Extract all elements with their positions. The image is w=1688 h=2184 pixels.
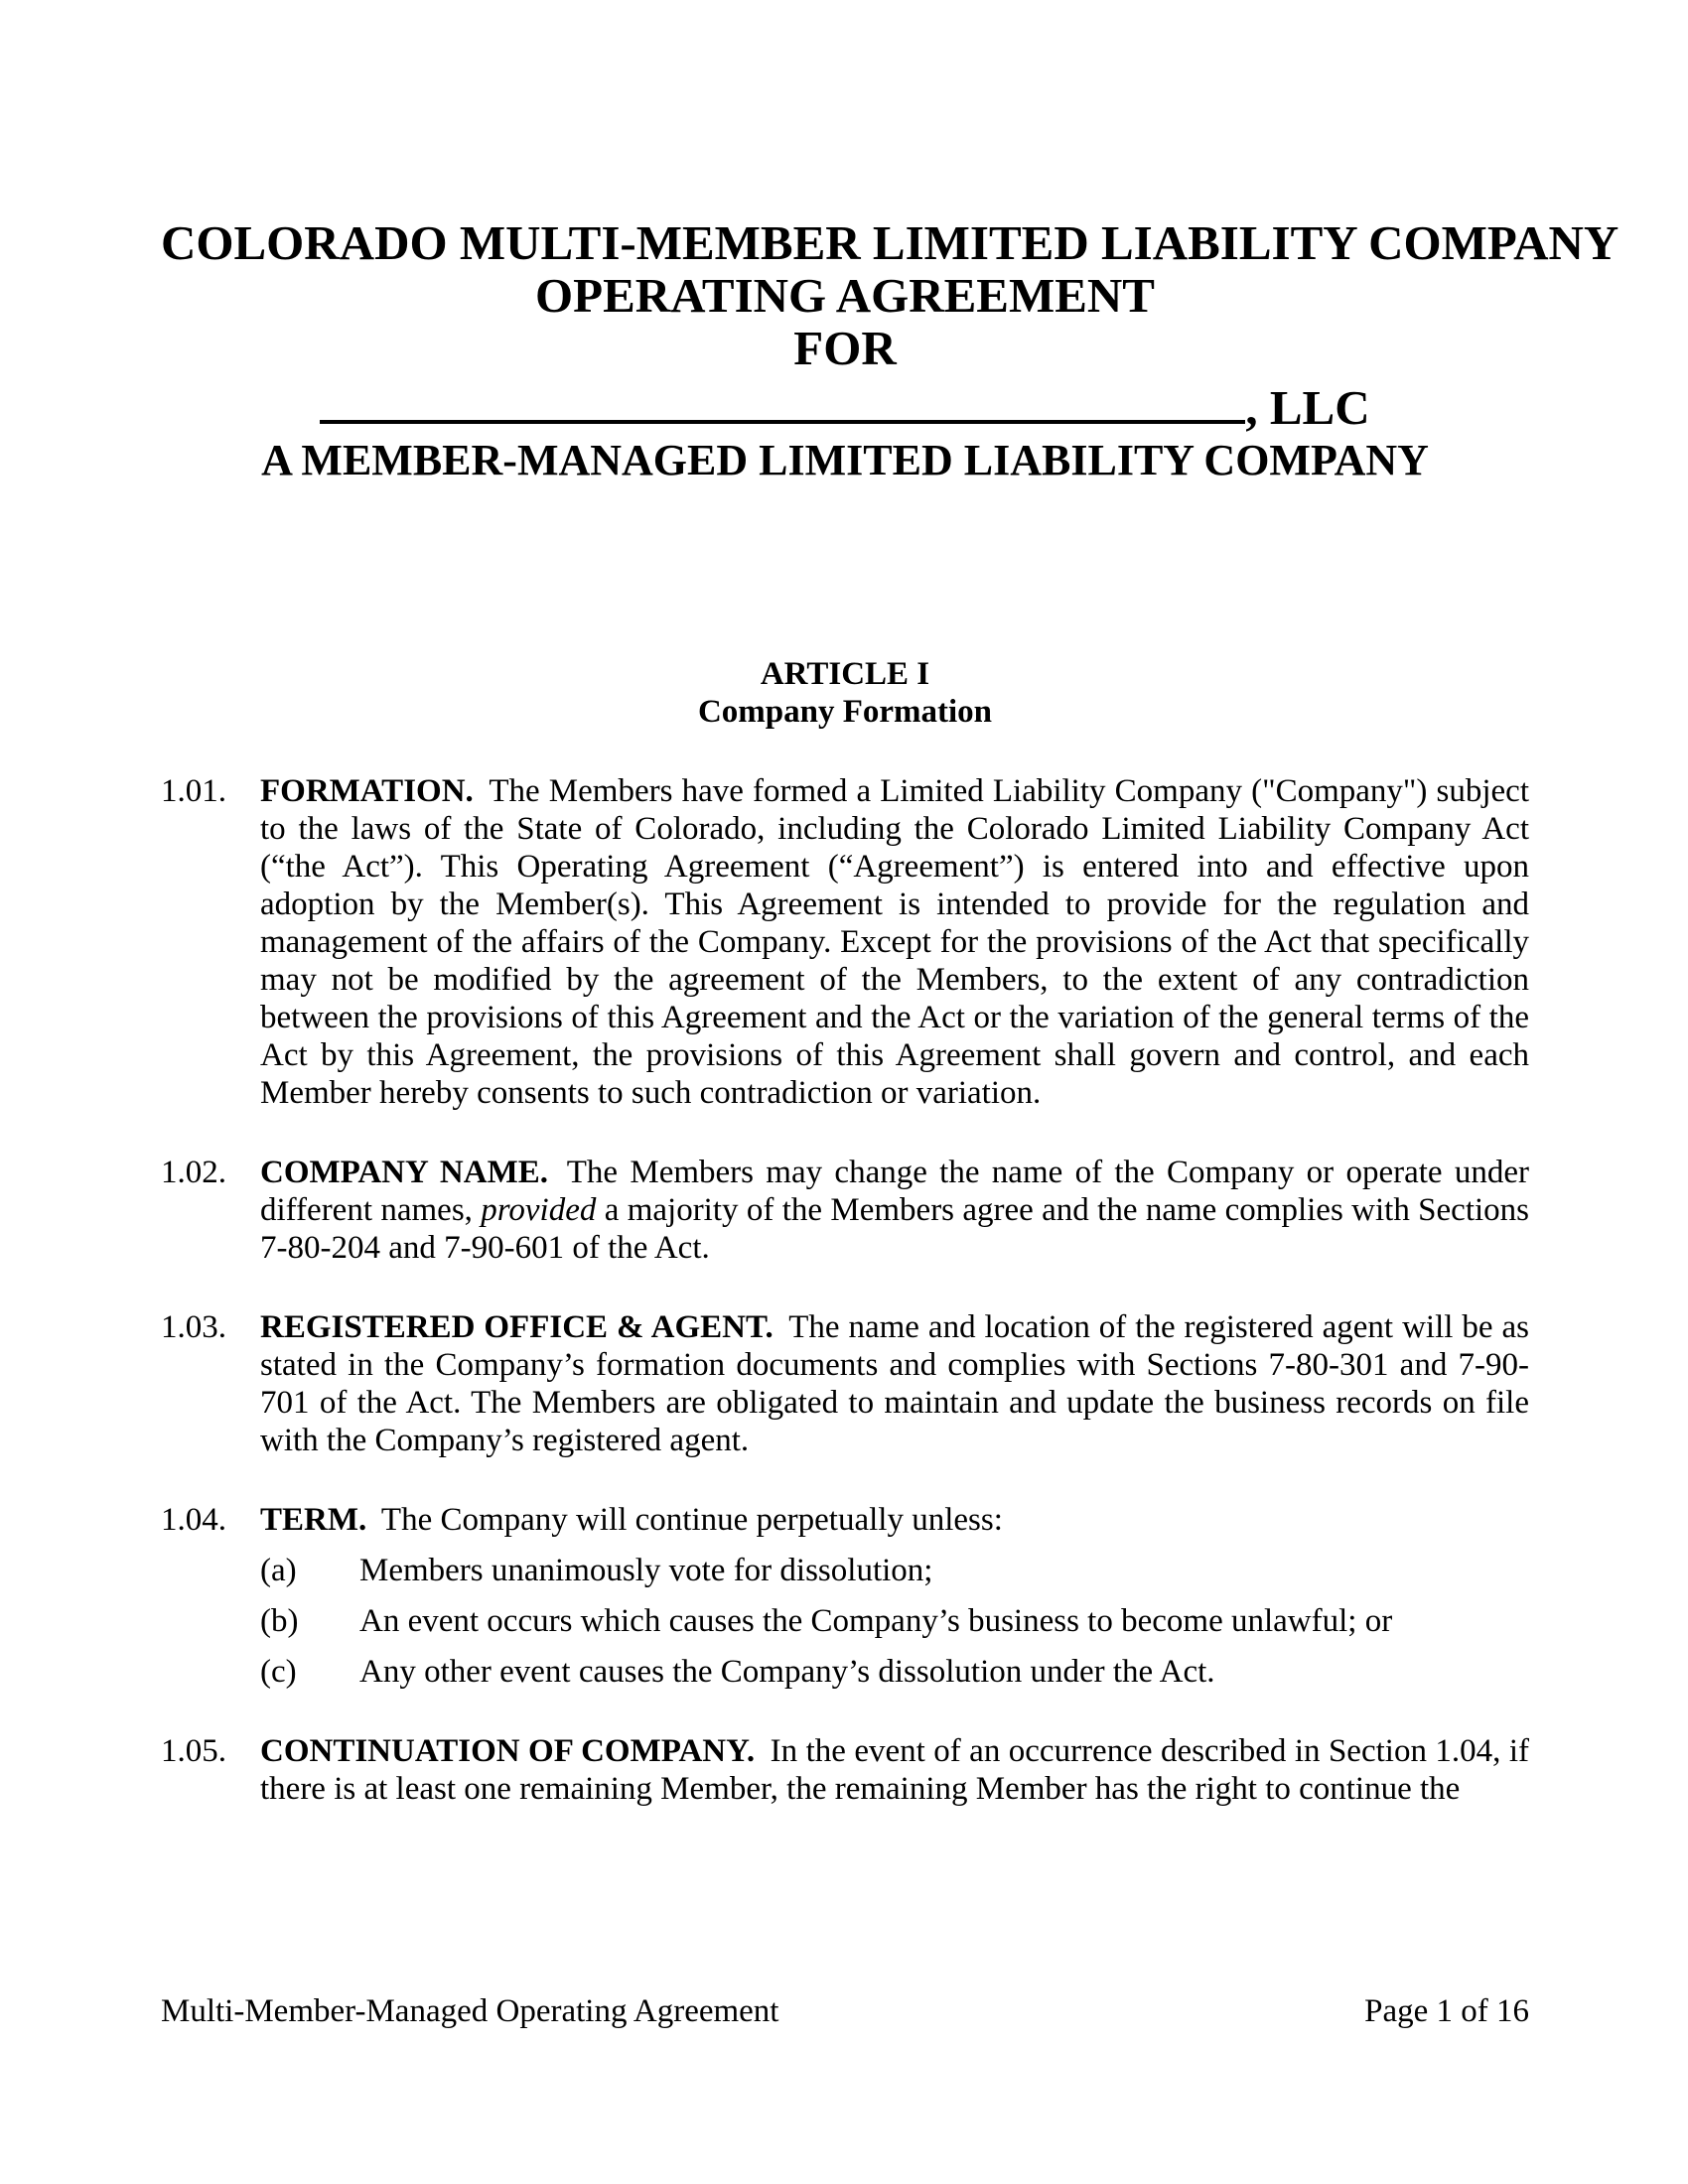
footer-page-number: Page 1 of 16 (1364, 1993, 1529, 2029)
section-number: 1.03. (161, 1309, 226, 1345)
list-item-text: Members unanimously vote for dissolution; (359, 1553, 933, 1588)
section-body-post: a majority of the Members agree and the name complies with Sections 7-80-204 and 7-90-601 of the Act. (260, 1192, 1529, 1266)
section-number: 1.04. (161, 1502, 226, 1538)
company-name-line (161, 374, 1529, 434)
section-number: 1.02. (161, 1155, 226, 1190)
article-heading (161, 655, 1529, 731)
article-title: Company Formation (697, 694, 993, 730)
list-item-c (260, 1653, 1529, 1691)
document-title-line-3: FOR (793, 321, 897, 375)
sections (161, 772, 1529, 1808)
section-number: 1.05. (161, 1733, 226, 1769)
footer-document-name: Multi-Member-Managed Operating Agreement (161, 1993, 779, 2029)
section-heading: CONTINUATION OF COMPANY. (260, 1733, 756, 1769)
section-body-pre: The Members may change the name of the Company or operate under different names, (260, 1155, 1529, 1228)
list-item-text: An event occurs which causes the Company’s business to become unlawful; or (359, 1603, 1393, 1639)
list-item-label: (c) (260, 1654, 297, 1690)
list-item-a (260, 1552, 1529, 1589)
section-1-04 (161, 1501, 1529, 1691)
section-1-01 (161, 772, 1529, 1112)
list-item-text: Any other event causes the Company’s dissolution under the Act. (359, 1654, 1215, 1690)
document-title-line-1: COLORADO MULTI-MEMBER LIMITED LIABILITY COMPANY (161, 215, 1619, 270)
section-1-02 (161, 1154, 1529, 1267)
article-label: ARTICLE I (760, 656, 930, 692)
title-block (161, 215, 1619, 486)
list-item-label: (a) (260, 1553, 297, 1588)
section-1-03 (161, 1308, 1529, 1459)
section-number: 1.01. (161, 773, 226, 809)
section-heading: FORMATION. (260, 773, 474, 809)
document-title-line-2: OPERATING AGREEMENT (535, 268, 1155, 323)
document-content (0, 216, 1688, 1808)
section-heading: COMPANY NAME. (260, 1155, 549, 1190)
document-subtitle: A MEMBER-MANAGED LIMITED LIABILITY COMPANY (261, 436, 1429, 484)
company-name-suffix: , LLC (1245, 380, 1370, 435)
section-body: The Members have formed a Limited Liability Company ("Company") subject to the laws of the State of Colorado, including the Colorado Limited Liability Company Act (“the Act”). This Operating Agreement (“Agreement”) is entered into and effective upon adoption by the Member(s). This Agreement is intended to provide for the regulation and management of the affairs of the Company. Except for the provisions of the Act that specifically may not be modified by the agreement of the Members, to the extent of any contradiction between the provisions of this Agreement and the Act or the variation of the general terms of the Act by this Agreement, the provisions of this Agreement shall govern and control, and each Member hereby consents to such contradiction or variation. (260, 773, 1529, 1111)
list-item-label: (b) (260, 1603, 299, 1639)
section-heading: REGISTERED OFFICE & AGENT. (260, 1309, 774, 1345)
list-item-b (260, 1602, 1529, 1640)
section-heading: TERM. (260, 1502, 367, 1538)
section-body-italic: provided (481, 1192, 597, 1228)
term-items (260, 1552, 1529, 1691)
section-body: The Company will continue perpetually unless: (380, 1502, 1003, 1538)
page-footer (161, 1992, 1529, 2030)
section-body: In the event of an occurrence described in Section 1.04, if there is at least one remaining Member, the remaining Member has the right to continue the (260, 1733, 1529, 1807)
company-name-blank (320, 374, 1245, 424)
section-1-05 (161, 1732, 1529, 1808)
section-body: The name and location of the registered agent will be as stated in the Company’s formation documents and complies with Sections 7-80-301 and 7-90-701 of the Act. The Members are obligated to maintain and update the business records on file with the Company’s registered agent. (260, 1309, 1529, 1458)
